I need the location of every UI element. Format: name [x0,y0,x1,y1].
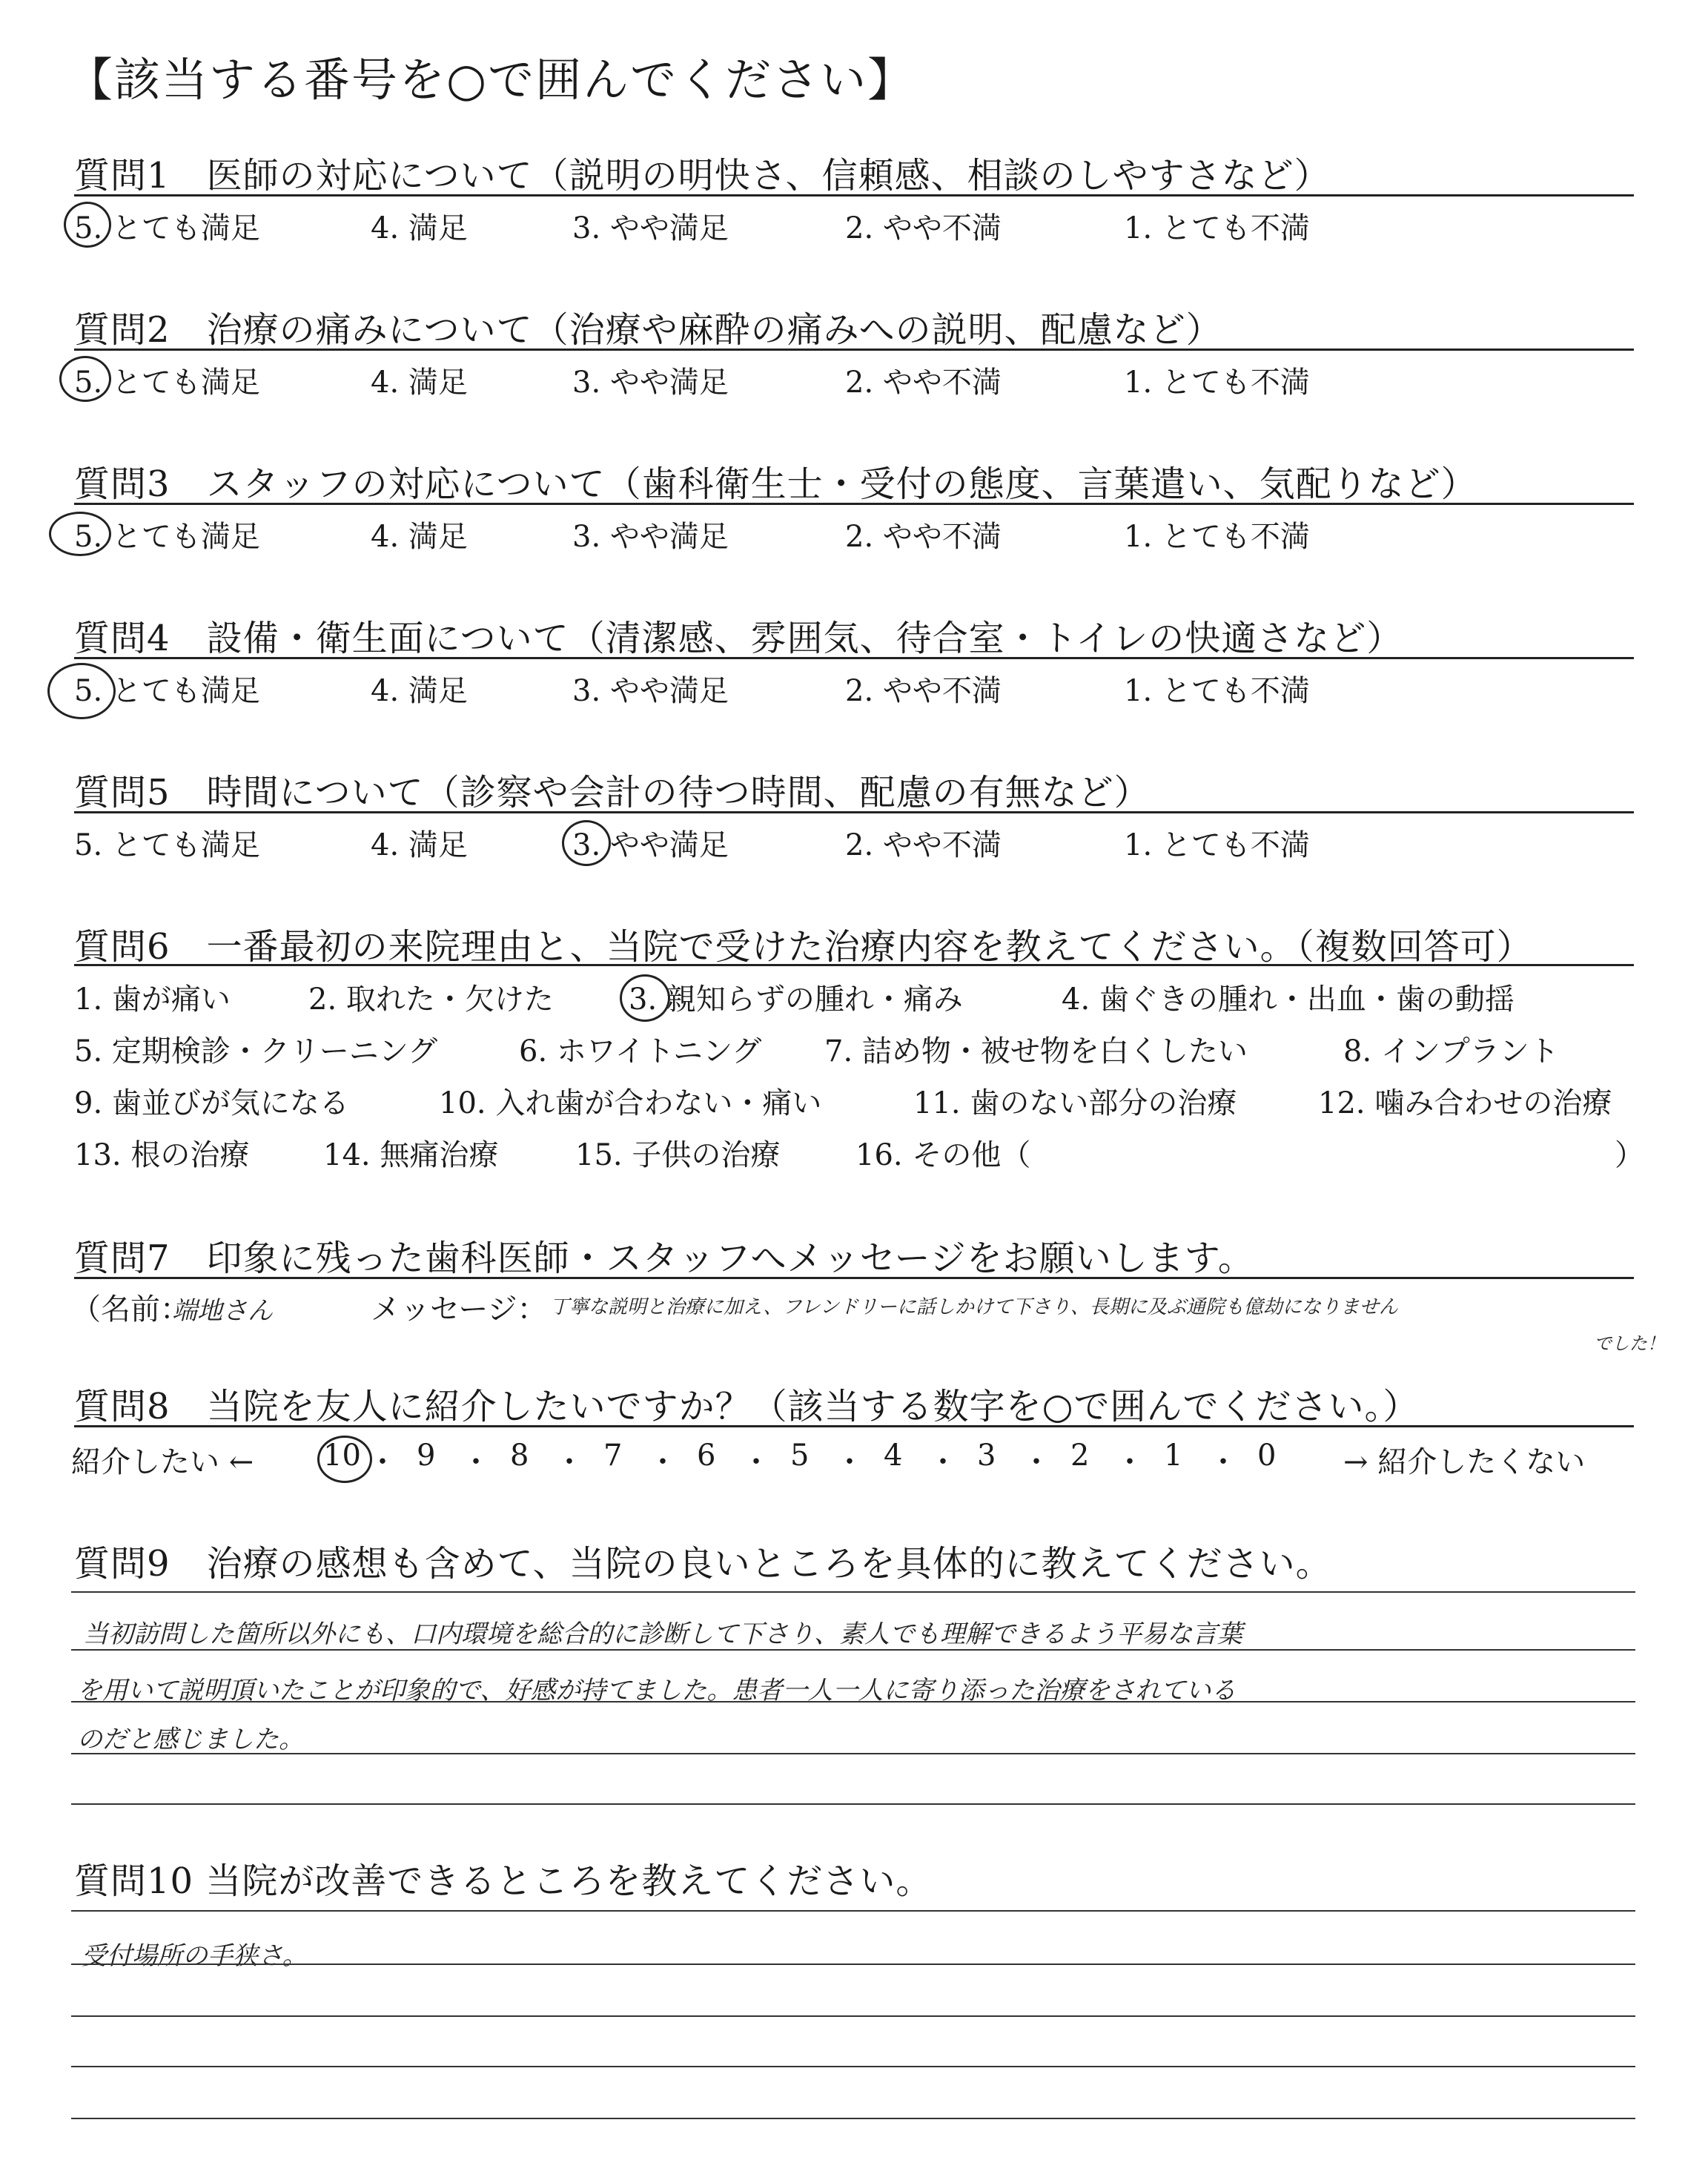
question-8-text: 当院を友人に紹介したいですか？（該当する数字を○で囲んでください。） [206,1386,1420,1427]
question-8-heading [74,1378,1419,1429]
q10-write-line-4 [71,2066,1635,2067]
q8-scale-value-3[interactable]: 3 [977,1439,996,1473]
question-3-option-1[interactable]: 1. とても不満 [1124,520,1310,554]
question-6-heading [74,918,1533,969]
q6-option-8[interactable]: 8. インプラント [1343,1034,1559,1069]
question-1-option-1[interactable]: 1. とても不満 [1124,211,1310,245]
q8-scale-value-10[interactable]: 10 [323,1439,361,1473]
question-4-option-1[interactable]: 1. とても不満 [1124,674,1310,708]
q7-message-tail: でした！ [1594,1333,1665,1354]
question-4-text: 設備・衛生面について（清潔感、雰囲気、待合室・トイレの快適さなど） [206,618,1403,659]
question-1-answer-circle [64,202,111,248]
question-2-option-2[interactable]: 2. やや不満 [845,366,1002,400]
q9-answer-line-2: を用いて説明頂いたことが印象的で、好感が持てました。患者一人一人に寄り添った治療をされている [77,1676,1237,1705]
q8-scale [323,1439,1324,1483]
q7-name-value: 端地さん [172,1296,273,1326]
question-4-option-5[interactable]: 5. とても満足 [74,674,260,708]
question-2-heading [74,301,1222,352]
q6-option-1[interactable]: 1. 歯が痛い [74,982,231,1017]
question-9-text: 治療の感想も含めて、当院の良いところを具体的に教えてください。 [206,1543,1332,1585]
question-2-option-1[interactable]: 1. とても不満 [1124,366,1310,400]
question-7-text: 印象に残った歯科医師・スタッフへメッセージをお願いします。 [206,1238,1254,1279]
question-5-option-3[interactable]: 3. やや満足 [572,828,729,862]
q10-write-line-3 [71,2015,1635,2017]
question-1-option-2[interactable]: 2. やや不満 [845,211,1002,245]
question-5-label: 質問5 [74,772,171,813]
q7-message-value: 丁寧な説明と治療に加え、フレンドリーに話しかけて下さり、長期に及ぶ通院も億劫になりません [550,1296,1398,1318]
q6-option-4[interactable]: 4. 歯ぐきの腫れ・出血・歯の動揺 [1062,982,1515,1017]
q8-scale-value-4[interactable]: 4 [884,1439,903,1473]
q8-right-label: → 紹介したくない [1343,1445,1586,1479]
page-title: 【該当する番号を○で囲んでください】 [67,53,916,107]
q8-scale-separator: ・ [648,1445,678,1479]
q8-scale-value-0[interactable]: 0 [1257,1439,1277,1473]
question-1-heading [74,147,1331,198]
q6-option-11[interactable]: 11. 歯のない部分の治療 [913,1086,1237,1120]
question-10-text: 当院が改善できるところを教えてください。 [205,1860,933,1902]
question-3-label: 質問3 [74,463,171,505]
question-9-label: 質問9 [74,1543,171,1585]
question-2-option-4[interactable]: 4. 満足 [371,366,468,400]
q6-option-3[interactable]: 3. 親知らずの腫れ・痛み [629,982,963,1017]
question-7-label: 質問7 [74,1238,171,1279]
q6-option-9[interactable]: 9. 歯並びが気になる [74,1086,349,1120]
question-2-option-3[interactable]: 3. やや満足 [572,366,729,400]
q8-scale-value-6[interactable]: 6 [697,1439,716,1473]
question-1-text: 医師の対応について（説明の明快さ、信頼感、相談のしやすさなど） [206,155,1331,196]
question-5-option-4[interactable]: 4. 満足 [371,828,468,862]
question-4-answer-circle [47,663,116,719]
question-5-option-5[interactable]: 5. とても満足 [74,828,260,862]
question-7-heading [74,1229,1254,1281]
question-1-option-3[interactable]: 3. やや満足 [572,211,729,245]
question-6-text: 一番最初の来院理由と、当院で受けた治療内容を教えてください。（複数回答可） [206,926,1533,968]
q8-left-label: 紹介したい ← [71,1445,254,1479]
q8-scale-separator: ・ [835,1445,864,1479]
question-3-option-5[interactable]: 5. とても満足 [74,520,260,554]
question-7-rule [74,1277,1634,1279]
question-1-label: 質問1 [74,155,171,196]
question-3-option-3[interactable]: 3. やや満足 [572,520,729,554]
q8-scale-separator: ・ [741,1445,771,1479]
question-6-label: 質問6 [74,926,171,968]
q8-scale-value-8[interactable]: 8 [510,1439,529,1473]
question-2-rule [74,349,1634,351]
q7-name-label: （名前： [71,1292,190,1327]
question-9-heading [74,1535,1332,1586]
question-2-answer-circle [59,356,111,402]
q8-scale-value-1[interactable]: 1 [1164,1439,1183,1473]
question-6-rule [74,964,1634,966]
question-3-rule [74,503,1634,505]
q8-scale-separator: ・ [461,1445,491,1479]
q6-option-16[interactable]: 16. その他（ [855,1138,1031,1172]
q9-write-line-5 [71,1803,1635,1805]
q9-write-line-2 [71,1649,1635,1651]
q6-option-14[interactable]: 14. 無痛治療 [323,1138,499,1172]
q8-scale-separator: ・ [1208,1445,1238,1479]
q8-scale-value-7[interactable]: 7 [603,1439,623,1473]
q10-answer-line-1: 受付場所の手狭さ。 [82,1941,308,1971]
question-1-option-5[interactable]: 5. とても満足 [74,211,260,245]
q6-option-13[interactable]: 13. 根の治療 [74,1138,250,1172]
q8-scale-separator: ・ [1022,1445,1051,1479]
q10-write-line-5 [71,2118,1635,2119]
question-5-rule [74,811,1634,813]
question-3-text: スタッフの対応について（歯科衛生士・受付の態度、言葉遣い、気配りなど） [206,463,1477,505]
question-5-option-1[interactable]: 1. とても不満 [1124,828,1310,862]
question-1-rule [74,194,1634,196]
question-5-answer-circle [562,820,611,866]
q9-answer-line-1: 当初訪問した箇所以外にも、口内環境を総合的に診断して下さり、素人でも理解できるよう平易な言葉 [83,1619,1242,1649]
q9-write-line-4 [71,1753,1635,1754]
q6-option-5[interactable]: 5. 定期検診・クリーニング [74,1034,438,1069]
question-4-heading [74,610,1403,661]
question-2-label: 質問2 [74,309,171,351]
question-4-rule [74,657,1634,659]
q8-scale-value-5[interactable]: 5 [790,1439,810,1473]
question-1-option-4[interactable]: 4. 満足 [371,211,468,245]
question-3-option-4[interactable]: 4. 満足 [371,520,468,554]
q7-message-label: メッセージ： [371,1292,547,1327]
question-2-text: 治療の痛みについて（治療や麻酔の痛みへの説明、配慮など） [206,309,1222,351]
question-8-label: 質問8 [74,1386,171,1427]
q6-option-15[interactable]: 15. 子供の治療 [575,1138,781,1172]
q8-scale-value-9[interactable]: 9 [417,1439,436,1473]
q8-scale-separator: ・ [555,1445,584,1479]
q6-option-10[interactable]: 10. 入れ歯が合わない・痛い [439,1086,822,1120]
question-5-heading [74,764,1151,815]
q8-scale-value-2[interactable]: 2 [1070,1439,1090,1473]
q9-write-line-3 [71,1701,1635,1702]
q10-write-line-1 [71,1910,1635,1912]
q9-write-line-1 [71,1591,1635,1593]
q8-scale-separator: ・ [1115,1445,1145,1479]
q6-option-2[interactable]: 2. 取れた・欠けた [308,982,554,1017]
question-8-rule [74,1425,1634,1427]
question-4-option-4[interactable]: 4. 満足 [371,674,468,708]
question-4-option-2[interactable]: 2. やや不満 [845,674,1002,708]
question-4-option-3[interactable]: 3. やや満足 [572,674,729,708]
q6-answer-circle [620,974,670,1022]
q10-write-line-2 [71,1964,1635,1965]
question-10-label: 質問10 [74,1860,194,1902]
q9-answer-line-3: のだと感じました。 [77,1725,304,1754]
question-10-heading [74,1852,932,1903]
q8-scale-separator: ・ [928,1445,958,1479]
q8-answer-circle [317,1436,372,1483]
question-3-answer-circle [49,512,111,556]
question-3-heading [74,455,1477,506]
q6-option-16-close-paren: ） [1615,1138,1644,1172]
question-2-option-5[interactable]: 5. とても満足 [74,366,260,400]
q6-option-7[interactable]: 7. 詰め物・被せ物を白くしたい [824,1034,1248,1069]
q8-scale-separator: ・ [368,1445,397,1479]
question-4-label: 質問4 [74,618,171,659]
question-5-text: 時間について（診察や会計の待つ時間、配慮の有無など） [206,772,1151,813]
question-3-option-2[interactable]: 2. やや不満 [845,520,1002,554]
question-5-option-2[interactable]: 2. やや不満 [845,828,1002,862]
q6-option-12[interactable]: 12. 噛み合わせの治療 [1318,1086,1612,1120]
q6-option-6[interactable]: 6. ホワイトニング [519,1034,762,1069]
